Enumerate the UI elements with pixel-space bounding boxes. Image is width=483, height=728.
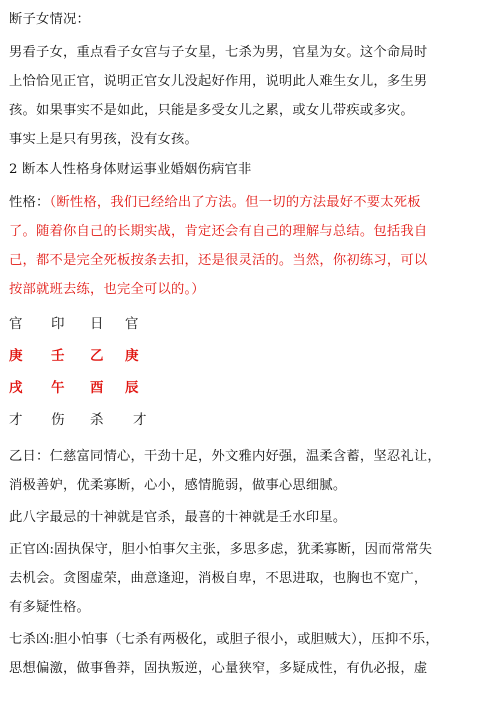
- bazi-cell: 伤: [51, 412, 65, 428]
- paragraph-shishen: [9, 503, 475, 532]
- bazi-cell: 戌: [9, 380, 23, 396]
- bazi-cell: 才: [9, 412, 23, 428]
- paragraph-line: 消极善妒，优柔寡断，心小，感情脆弱，做事心思细腻。: [9, 478, 347, 493]
- bazi-cell: 庚: [9, 348, 23, 364]
- personality-label: 性格：: [9, 195, 50, 210]
- red-note-text: （断性格，我们已经给出了方法。但一切的方法最好不要太死板: [49, 195, 421, 210]
- bazi-cell: 官: [125, 316, 139, 332]
- red-note-line: 了。随着你自己的长期实战，肯定还会有自己的理解与总结。包括我自: [9, 224, 428, 239]
- bazi-cell: 印: [51, 316, 65, 332]
- bazi-cell: 日: [90, 316, 104, 332]
- red-note-line: 己，都不是完全死板按条去扣，还是很灵活的。当然，你初练习，可以: [9, 253, 428, 268]
- red-note-line: 按部就班去练，也完全可以的。）: [9, 282, 205, 297]
- paragraph-line: [9, 188, 475, 217]
- bazi-chart: [9, 308, 475, 436]
- bazi-cell: 酉: [90, 380, 104, 396]
- paragraph-line: 有多疑性格。: [9, 600, 90, 615]
- paragraph-zhengguan: [9, 535, 475, 622]
- paragraph-line: 思想偏激，做事鲁莽，固执叛逆，心量狭窄，多疑成性，有仇必报，虚: [9, 661, 428, 676]
- paragraph-line: 孩。如果事实不是如此，只能是多受女儿之累，或女儿带疾或多灾。: [9, 103, 414, 118]
- paragraph-line: 男看子女，重点看子女宫与子女星，七杀为男，官星为女。这个命局时: [9, 45, 428, 60]
- bazi-cell: 庚: [125, 348, 139, 364]
- bazi-row-tengods-top: [9, 308, 475, 340]
- paragraph-line: 上恰恰见正官，说明正官女儿没起好作用，说明此人难生女儿，多生男: [9, 74, 428, 89]
- paragraph-line: 此八字最忌的十神就是官杀，最喜的十神就是壬水印星。: [9, 510, 347, 525]
- bazi-cell: 官: [9, 316, 23, 332]
- bazi-cell: 乙: [90, 348, 104, 364]
- paragraph-line: 七杀凶:胆小怕事（七杀有两极化，或胆子很小，或胆贼大），压抑不乐，: [9, 632, 439, 647]
- fact-statement: 事实上是只有男孩，没有女孩。: [9, 132, 198, 147]
- paragraph-line: 乙日：仁慈富同情心，干劲十足，外文雅内好强，温柔含蓄，坚忍礼让，: [9, 449, 441, 464]
- bazi-cell: 杀: [90, 412, 104, 428]
- bazi-cell: 壬: [51, 348, 65, 364]
- paragraph-line: 正官凶:固执保守，胆小怕事欠主张，多思多虑，犹柔寡断，因而常常失: [9, 542, 433, 557]
- paragraph-qisha: [9, 625, 475, 683]
- bazi-row-stems: [9, 340, 475, 372]
- bazi-cell: 才: [133, 412, 147, 428]
- bazi-row-branches: [9, 372, 475, 404]
- paragraph-line: 去机会。贪图虚荣，曲意逢迎，消极自卑，不思进取，也胸也不宽广，: [9, 571, 428, 586]
- bazi-cell: 午: [51, 380, 65, 396]
- paragraph-children-analysis: [9, 38, 475, 125]
- section-heading-2: 2 断本人性格身体财运事业婚姻伤病官非: [9, 162, 252, 177]
- paragraph-yi-day: [9, 442, 475, 500]
- paragraph-personality-note: [9, 188, 475, 304]
- bazi-row-tengods-bottom: [9, 404, 475, 436]
- bazi-cell: 辰: [125, 380, 139, 396]
- heading-children-section: 断子女情况：: [9, 12, 90, 27]
